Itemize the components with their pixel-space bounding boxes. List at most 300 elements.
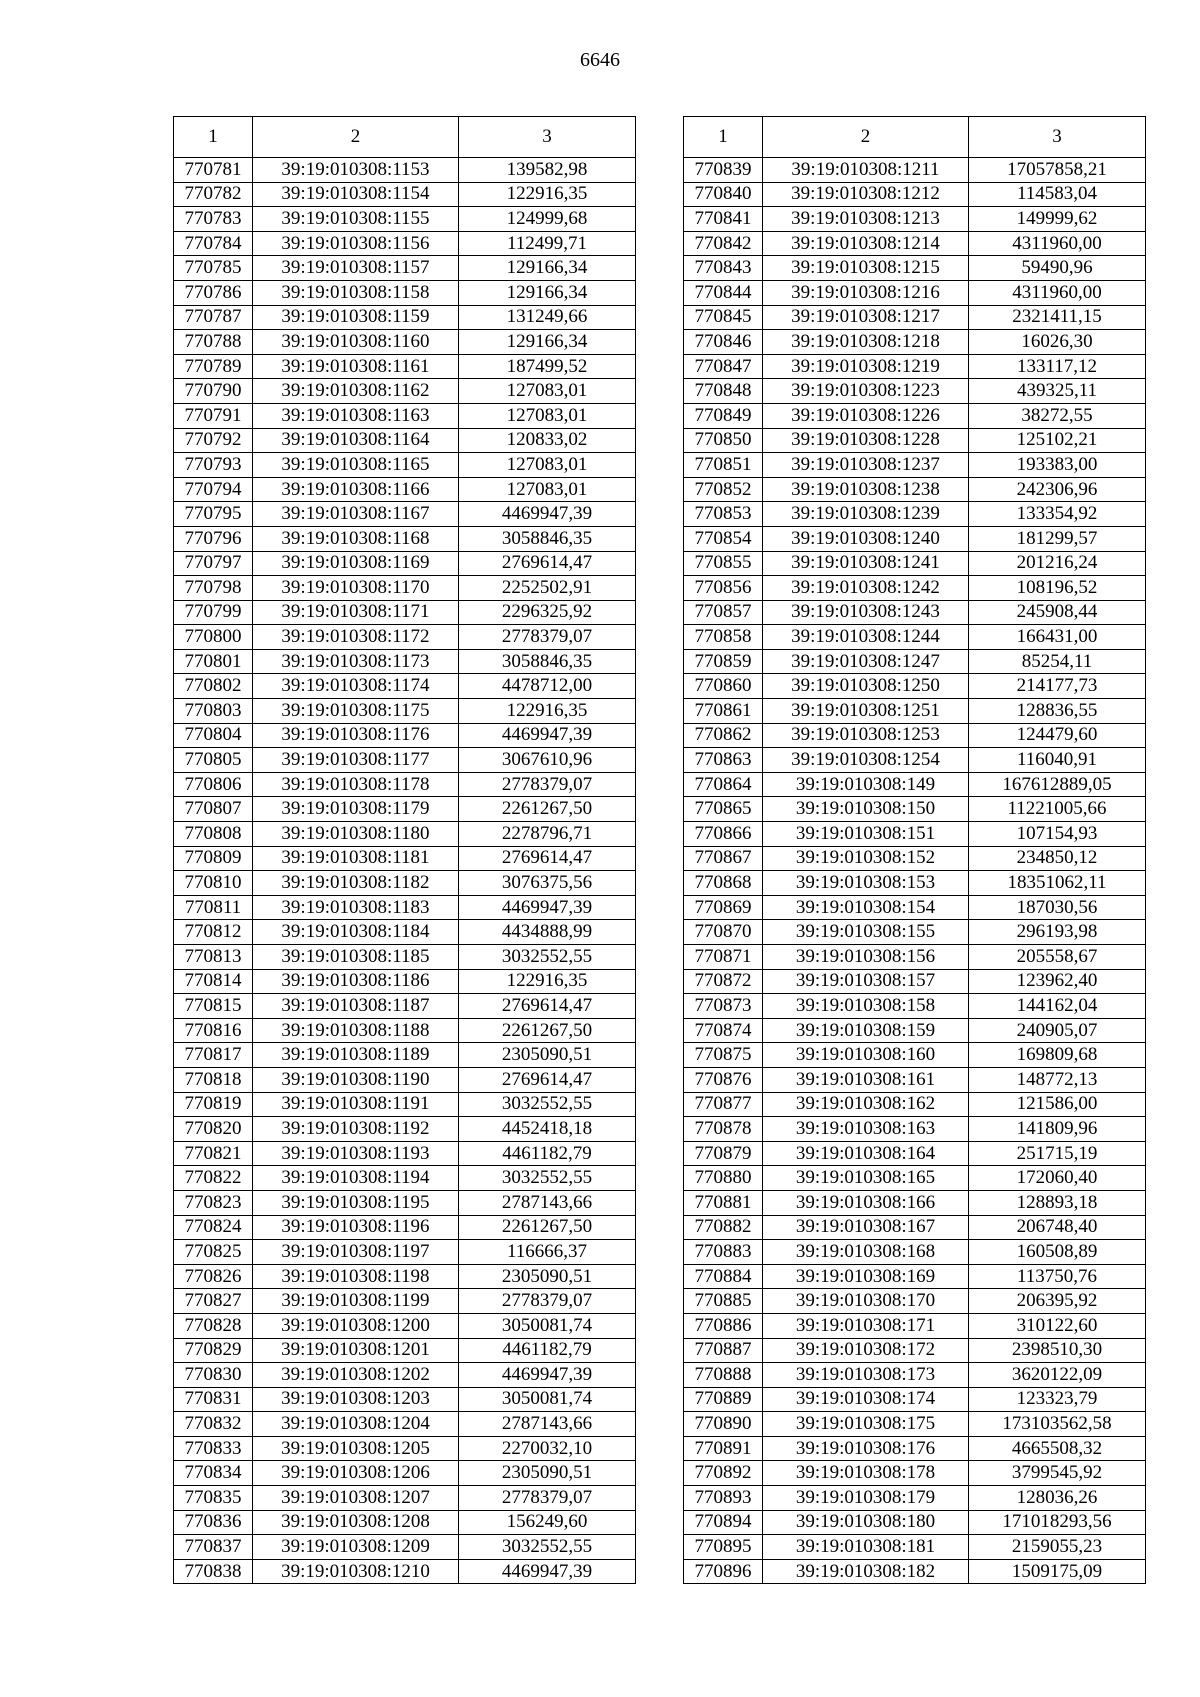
column-header-value: 3 [969, 117, 1146, 158]
cadastral-number-cell: 39:19:010308:1179 [253, 797, 459, 822]
value-cell: 11221005,66 [969, 797, 1146, 822]
table-row [684, 1461, 1146, 1486]
cadastral-number-cell: 39:19:010308:1186 [253, 969, 459, 994]
value-cell: 2778379,07 [459, 1289, 636, 1314]
table-row [174, 699, 636, 724]
cadastral-number-cell: 39:19:010308:1161 [253, 354, 459, 379]
row-number-cell: 770836 [174, 1510, 253, 1535]
row-number-cell: 770861 [684, 699, 763, 724]
value-cell: 4469947,39 [459, 1363, 636, 1388]
cadastral-number-cell: 39:19:010308:180 [763, 1510, 969, 1535]
value-cell: 2787143,66 [459, 1412, 636, 1437]
table-row [684, 207, 1146, 232]
cadastral-number-cell: 39:19:010308:1240 [763, 526, 969, 551]
table-row [684, 1092, 1146, 1117]
value-cell: 4665508,32 [969, 1436, 1146, 1461]
table-row [684, 158, 1146, 183]
row-number-cell: 770791 [174, 403, 253, 428]
row-number-cell: 770896 [684, 1559, 763, 1584]
value-cell: 116666,37 [459, 1240, 636, 1265]
cadastral-number-cell: 39:19:010308:1250 [763, 674, 969, 699]
row-number-cell: 770813 [174, 945, 253, 970]
cadastral-number-cell: 39:19:010308:1184 [253, 920, 459, 945]
table-row [174, 379, 636, 404]
cadastral-number-cell: 39:19:010308:164 [763, 1141, 969, 1166]
table-row [684, 502, 1146, 527]
row-number-cell: 770880 [684, 1166, 763, 1191]
row-number-cell: 770803 [174, 699, 253, 724]
table-row [174, 231, 636, 256]
table-row [684, 822, 1146, 847]
row-number-cell: 770875 [684, 1043, 763, 1068]
cadastral-number-cell: 39:19:010308:167 [763, 1215, 969, 1240]
cadastral-number-cell: 39:19:010308:150 [763, 797, 969, 822]
row-number-cell: 770860 [684, 674, 763, 699]
cadastral-number-cell: 39:19:010308:1170 [253, 576, 459, 601]
table-row [684, 1313, 1146, 1338]
row-number-cell: 770884 [684, 1264, 763, 1289]
cadastral-number-cell: 39:19:010308:176 [763, 1436, 969, 1461]
table-row [174, 1535, 636, 1560]
row-number-cell: 770805 [174, 748, 253, 773]
row-number-cell: 770853 [684, 502, 763, 527]
table-row [174, 207, 636, 232]
cadastral-number-cell: 39:19:010308:1197 [253, 1240, 459, 1265]
table-row [684, 576, 1146, 601]
row-number-cell: 770844 [684, 280, 763, 305]
row-number-cell: 770799 [174, 600, 253, 625]
table-row [684, 330, 1146, 355]
row-number-cell: 770857 [684, 600, 763, 625]
cadastral-number-cell: 39:19:010308:1169 [253, 551, 459, 576]
value-cell: 116040,91 [969, 748, 1146, 773]
row-number-cell: 770859 [684, 649, 763, 674]
cadastral-number-cell: 39:19:010308:153 [763, 871, 969, 896]
table-row [684, 723, 1146, 748]
row-number-cell: 770822 [174, 1166, 253, 1191]
row-number-cell: 770823 [174, 1190, 253, 1215]
value-cell: 3620122,09 [969, 1363, 1146, 1388]
table-row [684, 674, 1146, 699]
column-header-number: 1 [174, 117, 253, 158]
value-cell: 2787143,66 [459, 1190, 636, 1215]
row-number-cell: 770854 [684, 526, 763, 551]
table-row [174, 428, 636, 453]
value-cell: 123962,40 [969, 969, 1146, 994]
page-number: 6646 [580, 49, 620, 71]
table-row [684, 895, 1146, 920]
value-cell: 3032552,55 [459, 1535, 636, 1560]
row-number-cell: 770873 [684, 994, 763, 1019]
table-row [684, 1043, 1146, 1068]
table-row [684, 1190, 1146, 1215]
row-number-cell: 770800 [174, 625, 253, 650]
cadastral-number-cell: 39:19:010308:1194 [253, 1166, 459, 1191]
cadastral-number-cell: 39:19:010308:1183 [253, 895, 459, 920]
table-row [684, 379, 1146, 404]
value-cell: 251715,19 [969, 1141, 1146, 1166]
value-cell: 171018293,56 [969, 1510, 1146, 1535]
table-row [174, 1043, 636, 1068]
value-cell: 206395,92 [969, 1289, 1146, 1314]
value-cell: 2769614,47 [459, 551, 636, 576]
value-cell: 3058846,35 [459, 649, 636, 674]
value-cell: 128893,18 [969, 1190, 1146, 1215]
cadastral-number-cell: 39:19:010308:1251 [763, 699, 969, 724]
value-cell: 128036,26 [969, 1486, 1146, 1511]
value-cell: 120833,02 [459, 428, 636, 453]
table-row [684, 1240, 1146, 1265]
row-number-cell: 770872 [684, 969, 763, 994]
value-cell: 148772,13 [969, 1067, 1146, 1092]
row-number-cell: 770830 [174, 1363, 253, 1388]
table-row [174, 600, 636, 625]
row-number-cell: 770885 [684, 1289, 763, 1314]
cadastral-number-cell: 39:19:010308:1165 [253, 453, 459, 478]
cadastral-number-cell: 39:19:010308:1204 [253, 1412, 459, 1437]
row-number-cell: 770876 [684, 1067, 763, 1092]
row-number-cell: 770855 [684, 551, 763, 576]
cadastral-number-cell: 39:19:010308:1159 [253, 305, 459, 330]
value-cell: 38272,55 [969, 403, 1146, 428]
row-number-cell: 770841 [684, 207, 763, 232]
table-row [684, 1387, 1146, 1412]
value-cell: 4461182,79 [459, 1141, 636, 1166]
table-row [174, 920, 636, 945]
cadastral-number-cell: 39:19:010308:1209 [253, 1535, 459, 1560]
value-cell: 121586,00 [969, 1092, 1146, 1117]
cadastral-number-cell: 39:19:010308:1208 [253, 1510, 459, 1535]
table-row [174, 1313, 636, 1338]
table-row [684, 453, 1146, 478]
value-cell: 112499,71 [459, 231, 636, 256]
table-row [684, 428, 1146, 453]
value-cell: 310122,60 [969, 1313, 1146, 1338]
table-row [174, 1092, 636, 1117]
row-number-cell: 770810 [174, 871, 253, 896]
cadastral-number-cell: 39:19:010308:1163 [253, 403, 459, 428]
table-row [174, 354, 636, 379]
cadastral-number-cell: 39:19:010308:1199 [253, 1289, 459, 1314]
cadastral-number-cell: 39:19:010308:1195 [253, 1190, 459, 1215]
cadastral-number-cell: 39:19:010308:156 [763, 945, 969, 970]
row-number-cell: 770790 [174, 379, 253, 404]
value-cell: 4461182,79 [459, 1338, 636, 1363]
cadastral-number-cell: 39:19:010308:1218 [763, 330, 969, 355]
table-row [174, 1559, 636, 1584]
cadastral-number-cell: 39:19:010308:1166 [253, 477, 459, 502]
value-cell: 2778379,07 [459, 772, 636, 797]
value-cell: 172060,40 [969, 1166, 1146, 1191]
row-number-cell: 770825 [174, 1240, 253, 1265]
table-row [684, 920, 1146, 945]
row-number-cell: 770832 [174, 1412, 253, 1437]
table-row [684, 1363, 1146, 1388]
value-cell: 181299,57 [969, 526, 1146, 551]
table-row [174, 969, 636, 994]
value-cell: 2778379,07 [459, 1486, 636, 1511]
row-number-cell: 770834 [174, 1461, 253, 1486]
row-number-cell: 770808 [174, 822, 253, 847]
value-cell: 114583,04 [969, 182, 1146, 207]
cadastral-number-cell: 39:19:010308:1226 [763, 403, 969, 428]
cadastral-number-cell: 39:19:010308:1243 [763, 600, 969, 625]
cadastral-number-cell: 39:19:010308:1202 [253, 1363, 459, 1388]
table-row [174, 1510, 636, 1535]
row-number-cell: 770789 [174, 354, 253, 379]
table-row [684, 354, 1146, 379]
cadastral-number-cell: 39:19:010308:1201 [253, 1338, 459, 1363]
cadastral-number-cell: 39:19:010308:1244 [763, 625, 969, 650]
value-cell: 201216,24 [969, 551, 1146, 576]
row-number-cell: 770851 [684, 453, 763, 478]
value-cell: 127083,01 [459, 453, 636, 478]
table-row [174, 1387, 636, 1412]
row-number-cell: 770870 [684, 920, 763, 945]
value-cell: 205558,67 [969, 945, 1146, 970]
cadastral-number-cell: 39:19:010308:1196 [253, 1215, 459, 1240]
table-row [174, 723, 636, 748]
table-row [174, 551, 636, 576]
table-row [684, 403, 1146, 428]
cadastral-number-cell: 39:19:010308:1190 [253, 1067, 459, 1092]
row-number-cell: 770816 [174, 1018, 253, 1043]
cadastral-number-cell: 39:19:010308:1175 [253, 699, 459, 724]
cadastral-number-cell: 39:19:010308:1191 [253, 1092, 459, 1117]
cadastral-number-cell: 39:19:010308:1219 [763, 354, 969, 379]
cadastral-number-cell: 39:19:010308:1223 [763, 379, 969, 404]
table-row [174, 280, 636, 305]
cadastral-number-cell: 39:19:010308:172 [763, 1338, 969, 1363]
cadastral-number-cell: 39:19:010308:1164 [253, 428, 459, 453]
table-row [684, 1559, 1146, 1584]
cadastral-number-cell: 39:19:010308:162 [763, 1092, 969, 1117]
row-number-cell: 770812 [174, 920, 253, 945]
value-cell: 149999,62 [969, 207, 1146, 232]
value-cell: 2778379,07 [459, 625, 636, 650]
value-cell: 173103562,58 [969, 1412, 1146, 1437]
row-number-cell: 770869 [684, 895, 763, 920]
table-row [174, 158, 636, 183]
table-row [684, 1486, 1146, 1511]
value-cell: 4469947,39 [459, 1559, 636, 1584]
row-number-cell: 770796 [174, 526, 253, 551]
value-cell: 3067610,96 [459, 748, 636, 773]
value-cell: 18351062,11 [969, 871, 1146, 896]
table-row [174, 772, 636, 797]
cadastral-number-cell: 39:19:010308:155 [763, 920, 969, 945]
table-row [174, 1067, 636, 1092]
cadastral-number-cell: 39:19:010308:1172 [253, 625, 459, 650]
table-row [174, 895, 636, 920]
value-cell: 107154,93 [969, 822, 1146, 847]
value-cell: 127083,01 [459, 379, 636, 404]
cadastral-number-cell: 39:19:010308:1168 [253, 526, 459, 551]
value-cell: 4434888,99 [459, 920, 636, 945]
table-row [684, 526, 1146, 551]
row-number-cell: 770881 [684, 1190, 763, 1215]
value-cell: 2305090,51 [459, 1461, 636, 1486]
cadastral-number-cell: 39:19:010308:1212 [763, 182, 969, 207]
table-row [684, 994, 1146, 1019]
row-number-cell: 770863 [684, 748, 763, 773]
row-number-cell: 770819 [174, 1092, 253, 1117]
value-cell: 187030,56 [969, 895, 1146, 920]
value-cell: 439325,11 [969, 379, 1146, 404]
value-cell: 3032552,55 [459, 1092, 636, 1117]
column-header-cadastral-number: 2 [763, 117, 969, 158]
column-header-value: 3 [459, 117, 636, 158]
row-number-cell: 770891 [684, 1436, 763, 1461]
table-row [174, 748, 636, 773]
left-table-body [174, 158, 636, 1584]
cadastral-number-cell: 39:19:010308:1228 [763, 428, 969, 453]
row-number-cell: 770818 [174, 1067, 253, 1092]
value-cell: 108196,52 [969, 576, 1146, 601]
value-cell: 122916,35 [459, 182, 636, 207]
value-cell: 122916,35 [459, 969, 636, 994]
row-number-cell: 770833 [174, 1436, 253, 1461]
row-number-cell: 770809 [174, 846, 253, 871]
row-number-cell: 770888 [684, 1363, 763, 1388]
value-cell: 2296325,92 [459, 600, 636, 625]
value-cell: 2278796,71 [459, 822, 636, 847]
table-row [174, 256, 636, 281]
cadastral-number-cell: 39:19:010308:157 [763, 969, 969, 994]
table-row [684, 305, 1146, 330]
table-row [174, 1412, 636, 1437]
cadastral-number-cell: 39:19:010308:1242 [763, 576, 969, 601]
cadastral-number-cell: 39:19:010308:168 [763, 1240, 969, 1265]
cadastral-number-cell: 39:19:010308:1237 [763, 453, 969, 478]
row-number-cell: 770792 [174, 428, 253, 453]
value-cell: 124999,68 [459, 207, 636, 232]
value-cell: 1509175,09 [969, 1559, 1146, 1584]
row-number-cell: 770856 [684, 576, 763, 601]
value-cell: 214177,73 [969, 674, 1146, 699]
cadastral-number-cell: 39:19:010308:1254 [763, 748, 969, 773]
table-row [684, 625, 1146, 650]
row-number-cell: 770866 [684, 822, 763, 847]
row-number-cell: 770840 [684, 182, 763, 207]
row-number-cell: 770806 [174, 772, 253, 797]
value-cell: 85254,11 [969, 649, 1146, 674]
value-cell: 4452418,18 [459, 1117, 636, 1142]
cadastral-number-cell: 39:19:010308:1210 [253, 1559, 459, 1584]
cadastral-number-cell: 39:19:010308:1160 [253, 330, 459, 355]
row-number-cell: 770894 [684, 1510, 763, 1535]
row-number-cell: 770781 [174, 158, 253, 183]
cadastral-number-cell: 39:19:010308:1181 [253, 846, 459, 871]
value-cell: 124479,60 [969, 723, 1146, 748]
row-number-cell: 770794 [174, 477, 253, 502]
table-row [174, 1190, 636, 1215]
value-cell: 2261267,50 [459, 1018, 636, 1043]
table-row [684, 1166, 1146, 1191]
value-cell: 113750,76 [969, 1264, 1146, 1289]
value-cell: 2305090,51 [459, 1043, 636, 1068]
table-row [174, 1289, 636, 1314]
value-cell: 206748,40 [969, 1215, 1146, 1240]
cadastral-number-cell: 39:19:010308:1203 [253, 1387, 459, 1412]
value-cell: 129166,34 [459, 330, 636, 355]
value-cell: 187499,52 [459, 354, 636, 379]
cadastral-number-cell: 39:19:010308:173 [763, 1363, 969, 1388]
cadastral-number-cell: 39:19:010308:1241 [763, 551, 969, 576]
row-number-cell: 770846 [684, 330, 763, 355]
cadastral-number-cell: 39:19:010308:1162 [253, 379, 459, 404]
row-number-cell: 770785 [174, 256, 253, 281]
row-number-cell: 770868 [684, 871, 763, 896]
cadastral-number-cell: 39:19:010308:1182 [253, 871, 459, 896]
value-cell: 193383,00 [969, 453, 1146, 478]
row-number-cell: 770824 [174, 1215, 253, 1240]
row-number-cell: 770895 [684, 1535, 763, 1560]
table-row [684, 280, 1146, 305]
value-cell: 125102,21 [969, 428, 1146, 453]
value-cell: 123323,79 [969, 1387, 1146, 1412]
table-row [174, 1215, 636, 1240]
cadastral-number-cell: 39:19:010308:1211 [763, 158, 969, 183]
cadastral-number-cell: 39:19:010308:1154 [253, 182, 459, 207]
cadastral-number-cell: 39:19:010308:1171 [253, 600, 459, 625]
row-number-cell: 770886 [684, 1313, 763, 1338]
row-number-cell: 770787 [174, 305, 253, 330]
column-header-cadastral-number: 2 [253, 117, 459, 158]
table-row [174, 994, 636, 1019]
row-number-cell: 770828 [174, 1313, 253, 1338]
value-cell: 156249,60 [459, 1510, 636, 1535]
table-row [174, 1018, 636, 1043]
cadastral-number-cell: 39:19:010308:1156 [253, 231, 459, 256]
value-cell: 131249,66 [459, 305, 636, 330]
cadastral-number-cell: 39:19:010308:1174 [253, 674, 459, 699]
table-row [174, 846, 636, 871]
table-row [174, 945, 636, 970]
cadastral-number-cell: 39:19:010308:1215 [763, 256, 969, 281]
table-row [174, 502, 636, 527]
table-row [684, 699, 1146, 724]
row-number-cell: 770817 [174, 1043, 253, 1068]
table-row [684, 649, 1146, 674]
cadastral-number-cell: 39:19:010308:1192 [253, 1117, 459, 1142]
row-number-cell: 770820 [174, 1117, 253, 1142]
value-cell: 3799545,92 [969, 1461, 1146, 1486]
table-row [174, 330, 636, 355]
row-number-cell: 770835 [174, 1486, 253, 1511]
row-number-cell: 770892 [684, 1461, 763, 1486]
row-number-cell: 770827 [174, 1289, 253, 1314]
row-number-cell: 770889 [684, 1387, 763, 1412]
value-cell: 144162,04 [969, 994, 1146, 1019]
table-row [684, 477, 1146, 502]
cadastral-number-cell: 39:19:010308:182 [763, 1559, 969, 1584]
cadastral-number-cell: 39:19:010308:170 [763, 1289, 969, 1314]
table-row [174, 403, 636, 428]
table-row [684, 772, 1146, 797]
value-cell: 4469947,39 [459, 502, 636, 527]
cadastral-number-cell: 39:19:010308:1239 [763, 502, 969, 527]
table-row [684, 1436, 1146, 1461]
value-cell: 166431,00 [969, 625, 1146, 650]
value-cell: 127083,01 [459, 477, 636, 502]
row-number-cell: 770847 [684, 354, 763, 379]
table-row [684, 1289, 1146, 1314]
row-number-cell: 770850 [684, 428, 763, 453]
right-table-body [684, 158, 1146, 1584]
value-cell: 4478712,00 [459, 674, 636, 699]
cadastral-number-cell: 39:19:010308:1173 [253, 649, 459, 674]
